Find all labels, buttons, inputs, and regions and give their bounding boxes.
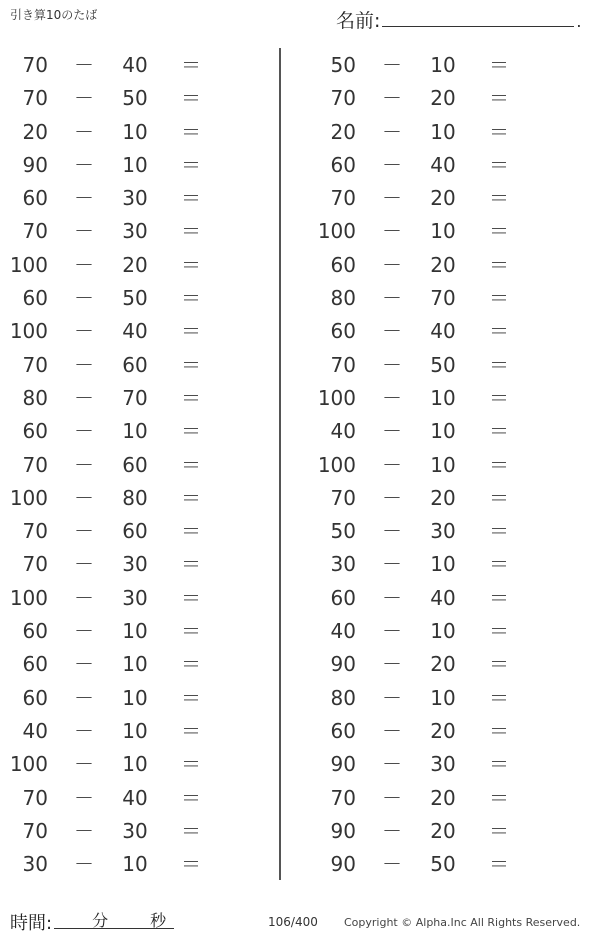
minuend: 30	[330, 552, 356, 577]
equals-sign: ＝	[181, 452, 201, 477]
minus-sign: －	[382, 585, 402, 610]
subtrahend: 40	[122, 319, 148, 344]
minuend: 90	[330, 818, 356, 843]
equals-sign: ＝	[489, 519, 509, 544]
minuend: 60	[22, 619, 48, 644]
equals-sign: ＝	[181, 219, 201, 244]
equals-sign: ＝	[181, 252, 201, 277]
minus-sign: －	[382, 119, 402, 144]
equals-sign: ＝	[489, 152, 509, 177]
problem-row	[0, 49, 300, 82]
problem-row	[0, 648, 300, 681]
problem-row	[0, 349, 300, 382]
minus-sign: －	[382, 452, 402, 477]
problem-row	[0, 582, 300, 615]
subtrahend: 80	[122, 485, 148, 510]
minus-sign: －	[74, 419, 94, 444]
minus-sign: －	[382, 219, 402, 244]
problem-row	[0, 249, 300, 282]
minus-sign: －	[74, 86, 94, 111]
minus-sign: －	[382, 652, 402, 677]
problem-row	[308, 682, 600, 715]
equals-sign: ＝	[489, 485, 509, 510]
equals-sign: ＝	[489, 419, 509, 444]
minus-sign: －	[382, 252, 402, 277]
problem-row	[308, 349, 600, 382]
copyright-notice: Copyright © Alpha.Inc All Rights Reserved.	[344, 916, 581, 929]
minus-sign: －	[74, 186, 94, 211]
minus-sign: －	[382, 53, 402, 77]
equals-sign: ＝	[181, 352, 201, 377]
minuend: 60	[22, 186, 48, 211]
subtrahend: 10	[430, 685, 456, 710]
minuend: 60	[330, 252, 356, 277]
minus-sign: －	[382, 785, 402, 810]
minuend: 70	[22, 552, 48, 577]
equals-sign: ＝	[489, 53, 509, 77]
subtrahend: 50	[430, 352, 456, 377]
problem-row	[308, 648, 600, 681]
subtrahend: 20	[430, 186, 456, 211]
minus-sign: －	[74, 286, 94, 311]
subtrahend: 50	[430, 852, 456, 877]
equals-sign: ＝	[181, 585, 201, 610]
subtrahend: 10	[122, 619, 148, 644]
minuend: 70	[22, 452, 48, 477]
minutes-label: 分	[92, 911, 109, 930]
subtrahend: 10	[430, 452, 456, 477]
name-field	[336, 6, 582, 33]
minuend: 60	[330, 585, 356, 610]
minus-sign: －	[74, 785, 94, 810]
minuend: 70	[22, 53, 48, 77]
minuend: 90	[330, 752, 356, 777]
subtrahend: 40	[430, 319, 456, 344]
minus-sign: －	[74, 152, 94, 177]
subtrahend: 60	[122, 519, 148, 544]
page-number: 106/400	[268, 915, 318, 929]
subtrahend: 30	[122, 552, 148, 577]
problem-row	[0, 548, 300, 581]
subtrahend: 40	[122, 53, 148, 77]
minus-sign: －	[382, 852, 402, 877]
problem-row	[0, 482, 300, 515]
minus-sign: －	[382, 385, 402, 410]
minus-sign: －	[382, 485, 402, 510]
minuend: 100	[9, 319, 48, 344]
equals-sign: ＝	[489, 718, 509, 743]
minus-sign: －	[74, 685, 94, 710]
subtrahend: 10	[122, 752, 148, 777]
subtrahend: 30	[122, 219, 148, 244]
subtrahend: 20	[122, 252, 148, 277]
minus-sign: －	[74, 53, 94, 77]
minus-sign: －	[74, 652, 94, 677]
equals-sign: ＝	[489, 186, 509, 211]
minuend: 70	[330, 86, 356, 111]
subtrahend: 40	[122, 785, 148, 810]
equals-sign: ＝	[489, 818, 509, 843]
equals-sign: ＝	[489, 86, 509, 111]
problem-row	[0, 116, 300, 149]
subtrahend: 20	[430, 485, 456, 510]
equals-sign: ＝	[489, 385, 509, 410]
subtrahend: 10	[122, 419, 148, 444]
equals-sign: ＝	[489, 685, 509, 710]
seconds-label: 秒	[150, 911, 167, 930]
minus-sign: －	[382, 186, 402, 211]
subtrahend: 50	[122, 86, 148, 111]
subtrahend: 20	[430, 785, 456, 810]
name-dot: .	[576, 12, 582, 31]
equals-sign: ＝	[181, 86, 201, 111]
minus-sign: －	[382, 818, 402, 843]
equals-sign: ＝	[489, 852, 509, 877]
time-field	[10, 908, 174, 935]
minus-sign: －	[382, 419, 402, 444]
problem-row	[0, 748, 300, 781]
problem-row	[308, 848, 600, 881]
minuend: 70	[22, 818, 48, 843]
equals-sign: ＝	[181, 286, 201, 311]
equals-sign: ＝	[181, 619, 201, 644]
equals-sign: ＝	[181, 186, 201, 211]
minuend: 70	[22, 519, 48, 544]
problem-row	[0, 82, 300, 115]
minuend: 50	[330, 53, 356, 77]
problem-row	[308, 748, 600, 781]
problem-row	[0, 715, 300, 748]
subtrahend: 10	[430, 619, 456, 644]
subtrahend: 20	[430, 86, 456, 111]
problem-row	[308, 249, 600, 282]
minus-sign: －	[382, 152, 402, 177]
minuend: 80	[330, 286, 356, 311]
subtrahend: 40	[430, 152, 456, 177]
problem-row	[308, 615, 600, 648]
time-label: 時間:	[10, 913, 53, 934]
equals-sign: ＝	[489, 352, 509, 377]
problem-row	[0, 782, 300, 815]
subtrahend: 20	[430, 718, 456, 743]
minuend: 60	[330, 152, 356, 177]
minuend: 60	[22, 685, 48, 710]
minus-sign: －	[74, 452, 94, 477]
minuend: 90	[330, 852, 356, 877]
subtrahend: 60	[122, 452, 148, 477]
minuend: 60	[330, 718, 356, 743]
problem-row	[308, 815, 600, 848]
problem-row	[0, 382, 300, 415]
subtrahend: 30	[430, 519, 456, 544]
minus-sign: －	[74, 818, 94, 843]
minus-sign: －	[74, 752, 94, 777]
minuend: 100	[9, 252, 48, 277]
problem-row	[0, 815, 300, 848]
subtrahend: 10	[122, 152, 148, 177]
equals-sign: ＝	[181, 552, 201, 577]
minuend: 60	[22, 419, 48, 444]
minuend: 50	[330, 519, 356, 544]
problem-row	[308, 282, 600, 315]
problem-row	[308, 149, 600, 182]
problem-row	[0, 682, 300, 715]
name-blank-line[interactable]	[382, 7, 574, 27]
minus-sign: －	[74, 585, 94, 610]
equals-sign: ＝	[489, 219, 509, 244]
equals-sign: ＝	[181, 385, 201, 410]
subtrahend: 10	[430, 552, 456, 577]
equals-sign: ＝	[181, 419, 201, 444]
subtrahend: 70	[430, 286, 456, 311]
equals-sign: ＝	[181, 652, 201, 677]
problem-row	[308, 415, 600, 448]
subtrahend: 10	[430, 419, 456, 444]
minus-sign: －	[382, 319, 402, 344]
problem-row	[0, 415, 300, 448]
equals-sign: ＝	[181, 685, 201, 710]
problem-row	[308, 582, 600, 615]
problem-row	[308, 49, 600, 82]
subtrahend: 30	[122, 818, 148, 843]
subtrahend: 10	[122, 652, 148, 677]
problem-row	[0, 848, 300, 881]
minus-sign: －	[382, 685, 402, 710]
subtrahend: 10	[122, 852, 148, 877]
minus-sign: －	[74, 385, 94, 410]
subtrahend: 30	[430, 752, 456, 777]
problem-row	[0, 315, 300, 348]
subtrahend: 20	[430, 252, 456, 277]
minus-sign: －	[382, 519, 402, 544]
right-problem-column	[308, 49, 600, 881]
time-blank-line[interactable]	[54, 908, 174, 929]
minuend: 100	[9, 585, 48, 610]
minus-sign: －	[74, 119, 94, 144]
minus-sign: －	[74, 352, 94, 377]
equals-sign: ＝	[489, 552, 509, 577]
equals-sign: ＝	[489, 652, 509, 677]
problem-row	[308, 116, 600, 149]
minus-sign: －	[74, 718, 94, 743]
minuend: 80	[330, 685, 356, 710]
subtrahend: 20	[430, 652, 456, 677]
problem-row	[308, 215, 600, 248]
minus-sign: －	[74, 219, 94, 244]
minuend: 40	[330, 619, 356, 644]
minus-sign: －	[382, 619, 402, 644]
minuend: 70	[22, 86, 48, 111]
minuend: 40	[22, 718, 48, 743]
subtrahend: 70	[122, 385, 148, 410]
subtrahend: 40	[430, 585, 456, 610]
minuend: 100	[317, 452, 356, 477]
minus-sign: －	[382, 352, 402, 377]
equals-sign: ＝	[489, 785, 509, 810]
subtrahend: 10	[430, 385, 456, 410]
column-divider	[279, 48, 281, 880]
problem-row	[0, 215, 300, 248]
equals-sign: ＝	[181, 852, 201, 877]
minuend: 100	[317, 385, 356, 410]
minuend: 60	[330, 319, 356, 344]
minus-sign: －	[382, 718, 402, 743]
equals-sign: ＝	[181, 319, 201, 344]
problem-row	[308, 482, 600, 515]
minuend: 90	[22, 152, 48, 177]
minus-sign: －	[74, 319, 94, 344]
equals-sign: ＝	[181, 519, 201, 544]
equals-sign: ＝	[181, 119, 201, 144]
problem-row	[308, 515, 600, 548]
problem-row	[0, 182, 300, 215]
subtrahend: 30	[122, 585, 148, 610]
minuend: 20	[330, 119, 356, 144]
minuend: 100	[9, 752, 48, 777]
minuend: 70	[22, 785, 48, 810]
equals-sign: ＝	[489, 119, 509, 144]
left-problem-column	[0, 49, 300, 881]
equals-sign: ＝	[181, 785, 201, 810]
minus-sign: －	[382, 752, 402, 777]
equals-sign: ＝	[489, 585, 509, 610]
subtrahend: 10	[122, 685, 148, 710]
problem-row	[0, 515, 300, 548]
equals-sign: ＝	[181, 752, 201, 777]
equals-sign: ＝	[181, 718, 201, 743]
minuend: 60	[22, 652, 48, 677]
equals-sign: ＝	[181, 53, 201, 77]
problem-row	[308, 82, 600, 115]
minus-sign: －	[74, 252, 94, 277]
subtrahend: 10	[430, 119, 456, 144]
minus-sign: －	[74, 552, 94, 577]
minus-sign: －	[74, 485, 94, 510]
minuend: 70	[330, 186, 356, 211]
worksheet-title: 引き算10のたば	[10, 8, 98, 22]
minuend: 100	[317, 219, 356, 244]
problem-row	[0, 615, 300, 648]
minuend: 70	[330, 352, 356, 377]
subtrahend: 50	[122, 286, 148, 311]
minuend: 20	[22, 119, 48, 144]
minuend: 30	[22, 852, 48, 877]
subtrahend: 20	[430, 818, 456, 843]
equals-sign: ＝	[489, 619, 509, 644]
equals-sign: ＝	[489, 286, 509, 311]
subtrahend: 10	[430, 53, 456, 77]
name-label: 名前:	[336, 10, 381, 32]
problem-row	[0, 282, 300, 315]
minus-sign: －	[74, 852, 94, 877]
subtrahend: 10	[122, 718, 148, 743]
subtrahend: 10	[430, 219, 456, 244]
minus-sign: －	[74, 619, 94, 644]
problem-row	[308, 548, 600, 581]
problem-row	[0, 149, 300, 182]
minuend: 40	[330, 419, 356, 444]
minuend: 100	[9, 485, 48, 510]
equals-sign: ＝	[181, 818, 201, 843]
problem-row	[308, 782, 600, 815]
minus-sign: －	[382, 552, 402, 577]
problem-row	[308, 715, 600, 748]
minuend: 60	[22, 286, 48, 311]
problem-row	[0, 449, 300, 482]
equals-sign: ＝	[489, 452, 509, 477]
subtrahend: 30	[122, 186, 148, 211]
minuend: 80	[22, 385, 48, 410]
minuend: 70	[330, 485, 356, 510]
subtrahend: 10	[122, 119, 148, 144]
minus-sign: －	[74, 519, 94, 544]
equals-sign: ＝	[489, 752, 509, 777]
equals-sign: ＝	[181, 485, 201, 510]
minuend: 70	[22, 352, 48, 377]
subtrahend: 60	[122, 352, 148, 377]
equals-sign: ＝	[489, 252, 509, 277]
minuend: 70	[330, 785, 356, 810]
problem-row	[308, 182, 600, 215]
problem-row	[308, 382, 600, 415]
minuend: 70	[22, 219, 48, 244]
equals-sign: ＝	[489, 319, 509, 344]
minus-sign: －	[382, 286, 402, 311]
minuend: 90	[330, 652, 356, 677]
problem-row	[308, 315, 600, 348]
problem-row	[308, 449, 600, 482]
minus-sign: －	[382, 86, 402, 111]
equals-sign: ＝	[181, 152, 201, 177]
